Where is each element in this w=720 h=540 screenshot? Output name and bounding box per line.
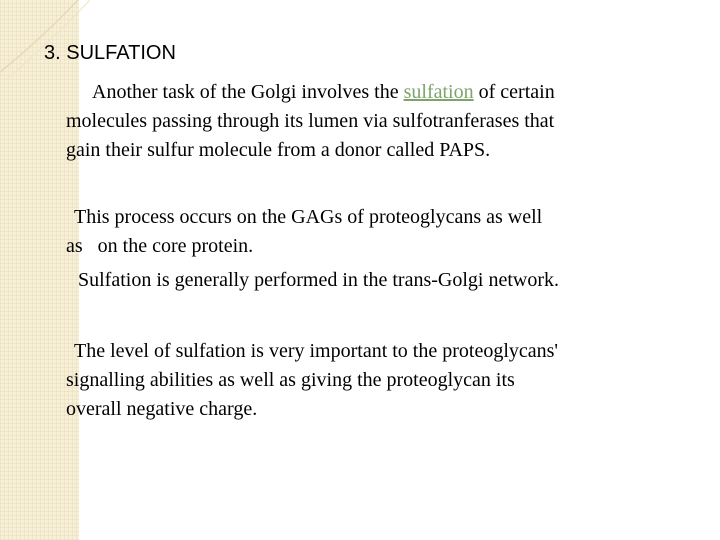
paragraph-line (66, 78, 555, 107)
paragraph-golgi-sulfation (66, 78, 555, 165)
paragraph-line: This process occurs on the GAGs of proteoglycans as well (74, 206, 543, 228)
paragraph-line: gain their sulfur molecule from a donor called PAPS. (66, 139, 491, 161)
paragraph-line: Sulfation is generally performed in the trans-Golgi network. (78, 269, 559, 291)
paragraph-trans-golgi (78, 266, 559, 295)
paragraph-gags (66, 203, 542, 261)
paragraph-charge (66, 337, 558, 424)
paragraph-line: The level of sulfation is very important to the proteoglycans' (74, 340, 559, 362)
paragraph-line: overall negative charge. (66, 398, 258, 420)
paragraph-line: molecules passing through its lumen via sulfotranferases that (66, 110, 555, 132)
decorative-corner-curve (0, 0, 120, 80)
slide-title: 3. SULFATION (44, 42, 176, 64)
text-segment: of certain (473, 81, 555, 103)
paragraph-line: as on the core protein. (66, 235, 254, 257)
sulfation-link[interactable]: sulfation (403, 81, 474, 103)
text-segment: Another task of the Golgi involves the (92, 81, 404, 103)
paragraph-line: signalling abilities as well as giving the proteoglycan its (66, 369, 515, 391)
